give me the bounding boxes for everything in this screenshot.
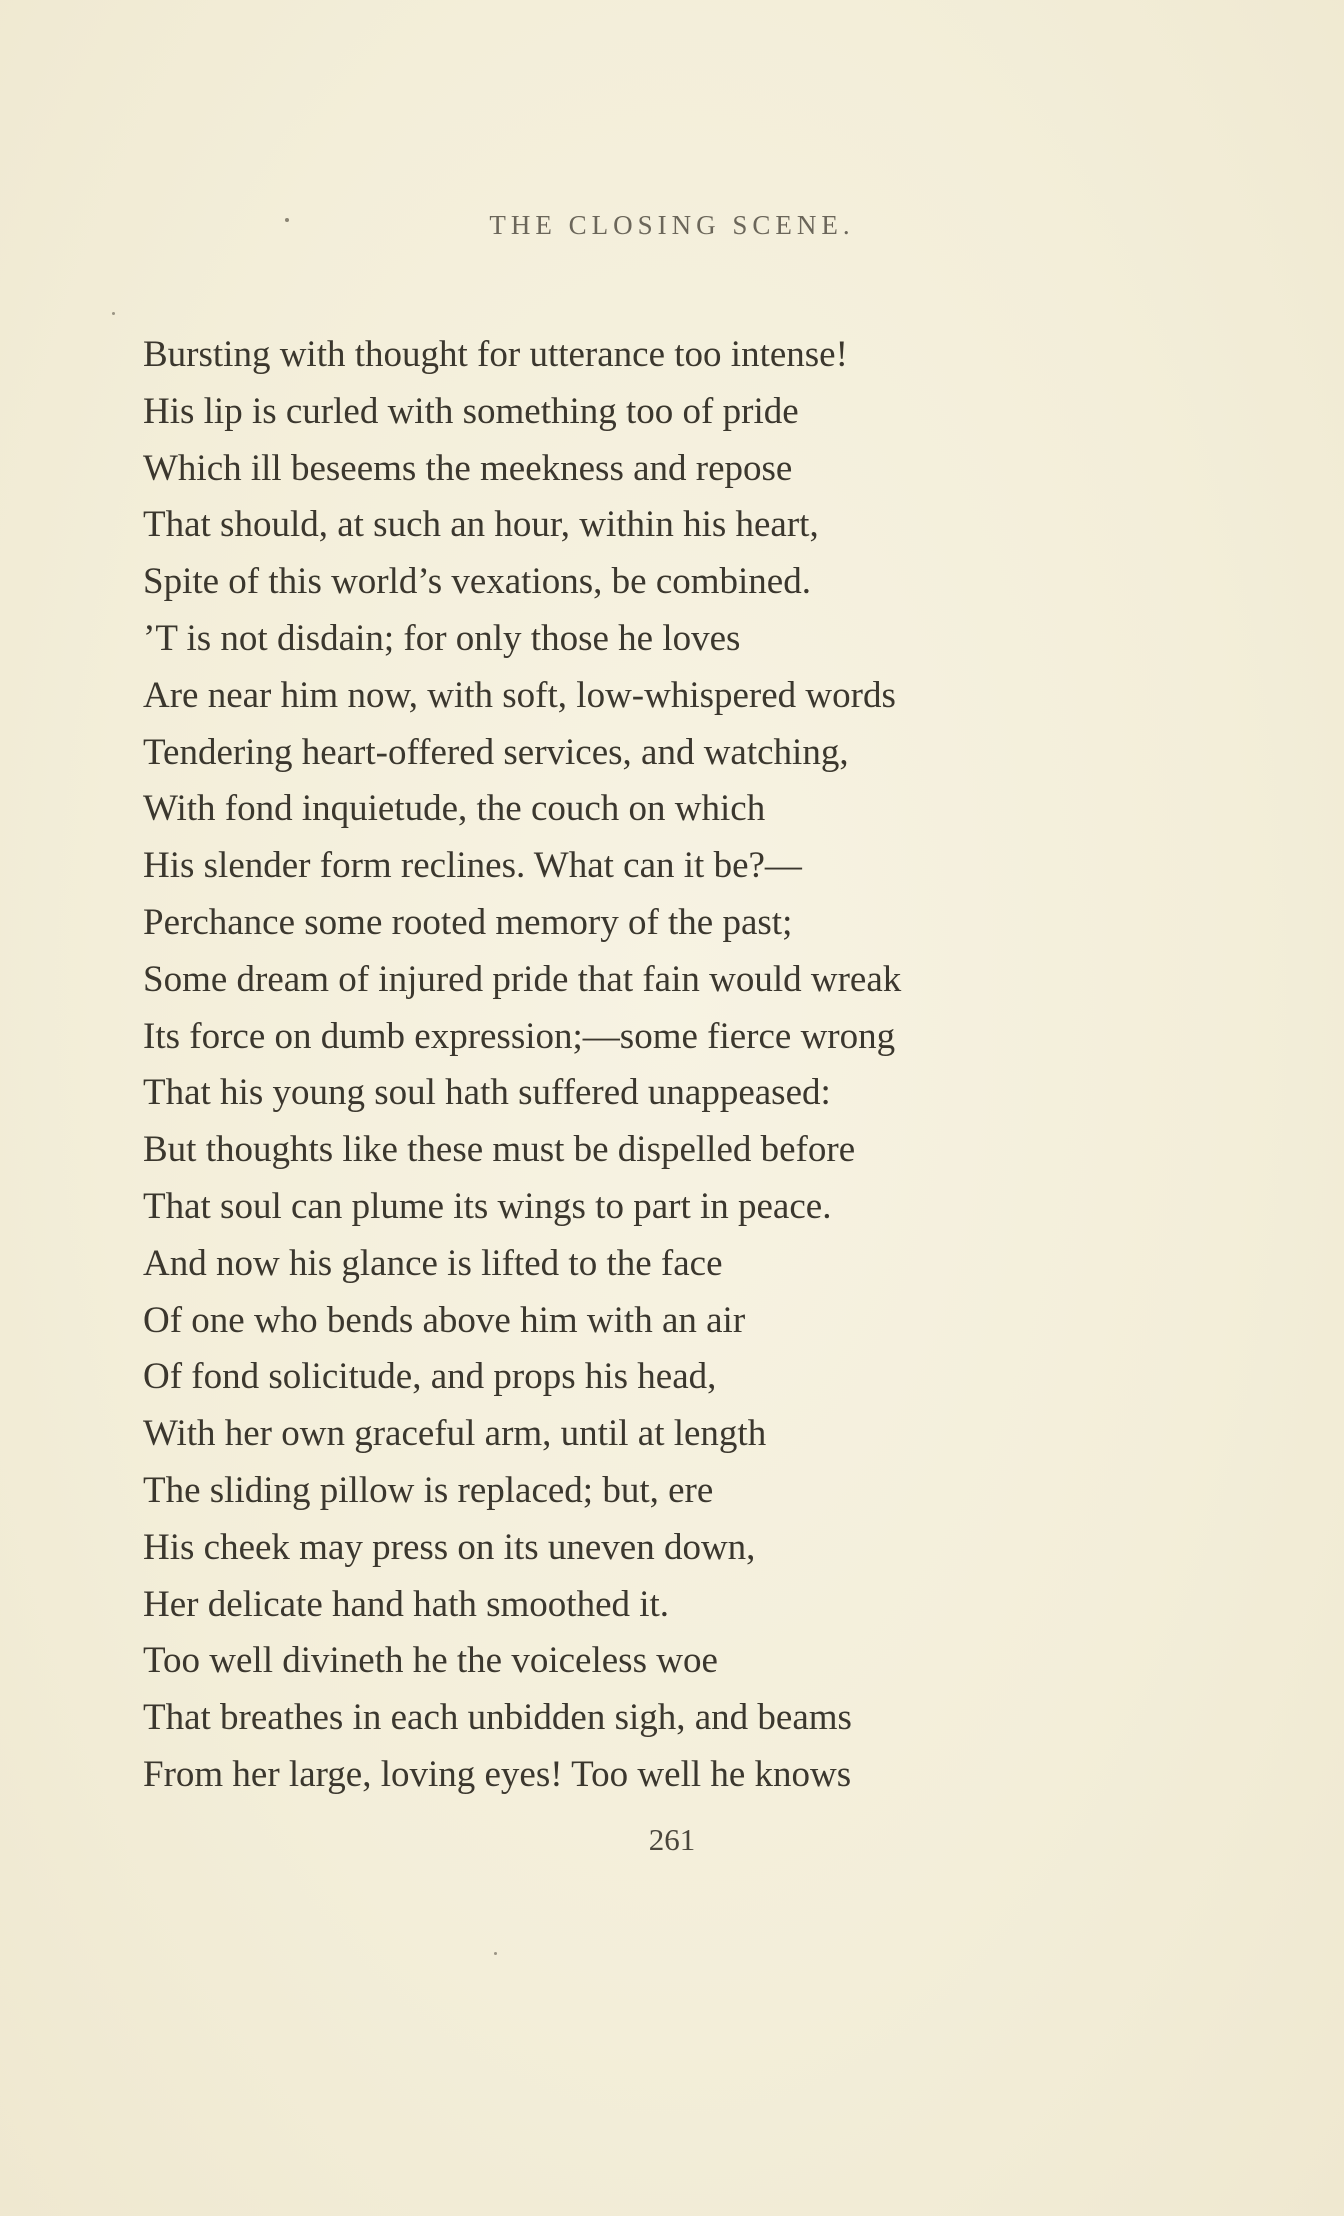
poem-line: His cheek may press on its uneven down, [143, 1526, 756, 1568]
poem-line: Of fond solicitude, and props his head, [143, 1356, 717, 1398]
poem-line: Of one who bends above him with an air [143, 1299, 746, 1341]
poem-line: Bursting with thought for utterance too intense! [143, 334, 848, 375]
poem-line: That breathes in each unbidden sigh, and beams [143, 1697, 852, 1739]
running-head: THE CLOSING SCENE. [489, 210, 855, 240]
poem-line: From her large, loving eyes! Too well he knows [143, 1753, 852, 1795]
poem-line: Her delicate hand hath smoothed it. [143, 1583, 670, 1625]
poem-line: ’T is not disdain; for only those he loves [143, 617, 741, 659]
poem-line: Spite of this world’s vexations, be combined. [143, 561, 811, 603]
poem-line: And now his glance is lifted to the face [143, 1242, 723, 1284]
margin-speck [112, 312, 115, 315]
poem-line: His slender form reclines. What can it be?— [143, 845, 802, 887]
poem-line: Its force on dumb expression;—some fierce wrong [143, 1015, 896, 1057]
poem-line: Which ill beseems the meekness and repose [143, 447, 793, 489]
poem-line: With fond inquietude, the couch on which [143, 788, 766, 830]
page-number: 261 [648, 1822, 696, 1857]
poem-line: That should, at such an hour, within his heart, [143, 504, 819, 546]
margin-speck [494, 1952, 497, 1955]
poem-line: Some dream of injured pride that fain would wreak [143, 958, 902, 1000]
poem-line: But thoughts like these must be dispelled before [143, 1129, 856, 1171]
poem-line: His lip is curled with something too of pride [143, 390, 799, 432]
poem-line: With her own graceful arm, until at length [143, 1413, 767, 1455]
poem-line: The sliding pillow is replaced; but, ere [143, 1469, 714, 1511]
poem-line: Are near him now, with soft, low-whispered words [143, 674, 896, 716]
poem-line: Tendering heart-offered services, and watching, [143, 731, 849, 773]
poem-line: Perchance some rooted memory of the past; [143, 901, 793, 943]
poem-text [143, 327, 1203, 1804]
poem-line: Too well divineth he the voiceless woe [143, 1640, 718, 1682]
poem-line: That soul can plume its wings to part in peace. [143, 1185, 832, 1227]
poem-line: That his young soul hath suffered unappeased: [143, 1072, 831, 1114]
